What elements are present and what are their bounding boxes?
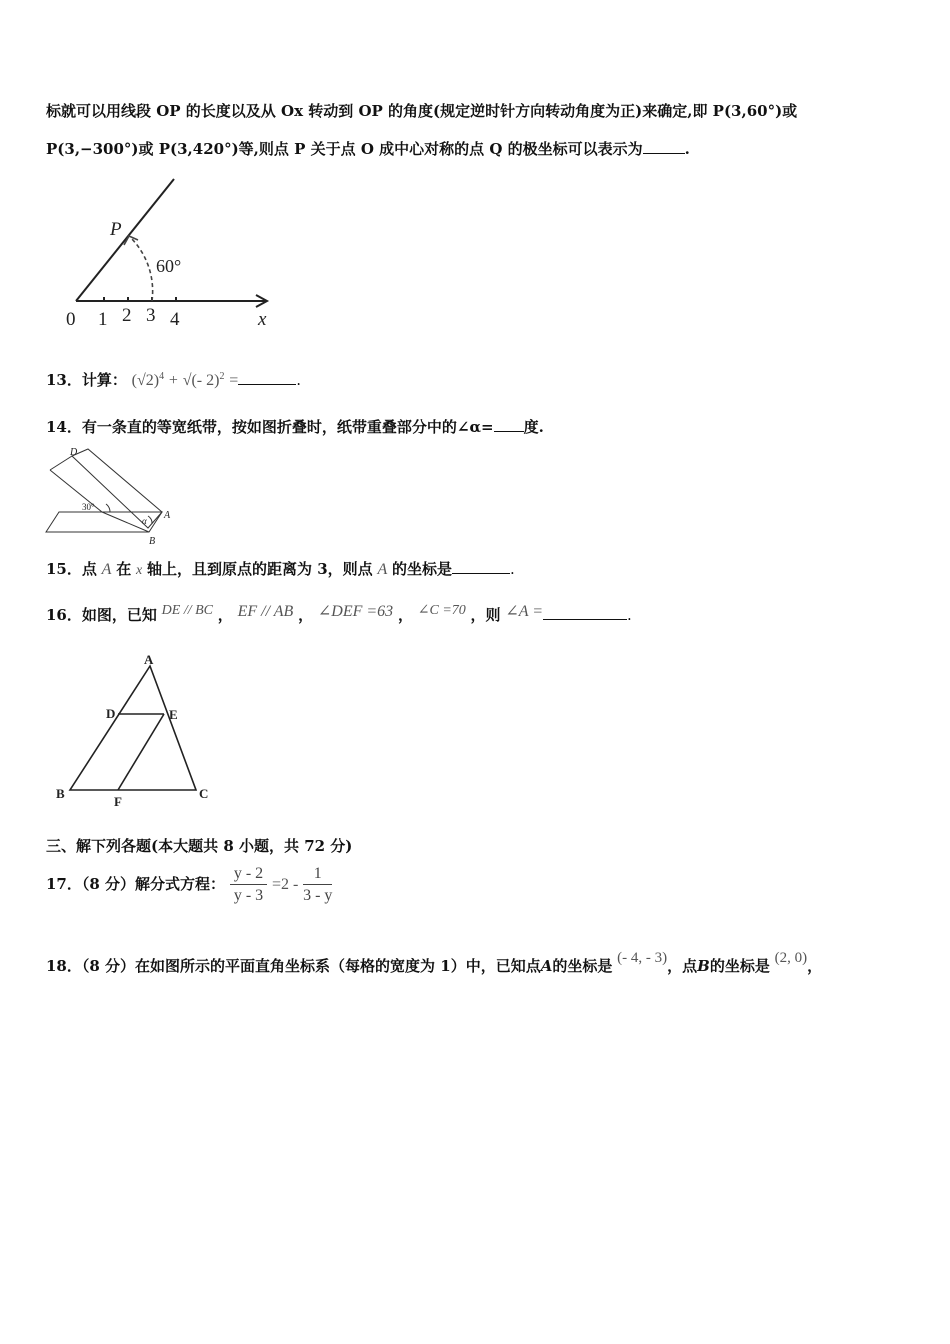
answer-blank-15[interactable] — [452, 559, 510, 574]
question-15 — [46, 559, 515, 581]
q18-coord-a: (- 4, - 3) — [617, 950, 668, 966]
q15-end: . — [510, 560, 515, 578]
intro-line-1: 标就可以用线段 OP 的长度以及从 Ox 转动到 OP 的角度(规定逆时针方向转动角度为正)来确定,即 P(3,60°)或 — [46, 102, 798, 120]
q14-text: 14．有一条直的等宽纸带，按如图折叠时，纸带重叠部分中的∠α= — [46, 418, 494, 436]
triangle-abc — [70, 666, 196, 790]
q13-end: . — [296, 371, 302, 389]
q15-a2: A — [377, 561, 388, 578]
label-f: F — [114, 794, 122, 809]
q17-prefix: 17．（8 分）解分式方程： — [46, 875, 226, 893]
label-x: x — [258, 309, 267, 330]
angle-arc — [130, 237, 153, 301]
q17-num-2: 1 — [303, 864, 332, 885]
q15-mid3: 的坐标是 — [392, 560, 453, 578]
q13-prefix: 13．计算： — [46, 371, 127, 389]
intro-line-2 — [46, 139, 690, 159]
q17-num-1: y - 2 — [230, 864, 267, 885]
question-17 — [46, 858, 332, 911]
q13-plus: + — [168, 372, 178, 389]
q16-cond-1: DE // BC — [161, 603, 213, 618]
q16-then: ，则 — [470, 606, 501, 624]
q16-sep-3: ， — [397, 606, 413, 624]
ray-op — [76, 179, 174, 301]
question-14 — [46, 417, 544, 437]
q16-end: . — [627, 606, 632, 624]
q18-a: A — [540, 957, 553, 975]
label-a: A — [164, 510, 171, 521]
label-c: C — [199, 786, 209, 801]
q15-prefix: 15．点 — [46, 560, 97, 578]
answer-blank-polar[interactable] — [643, 139, 685, 154]
q16-cond-3: ∠DEF =63 — [317, 603, 394, 620]
q18-end: ， — [807, 957, 823, 975]
q15-x: x — [136, 563, 143, 578]
label-d: D — [106, 706, 116, 721]
q13-exp-b: 2 — [219, 371, 225, 382]
paper-strip-figure — [44, 444, 184, 548]
label-60: 60° — [156, 256, 182, 276]
polar-figure — [60, 175, 280, 335]
label-a: A — [144, 652, 154, 667]
answer-blank-16[interactable] — [543, 605, 627, 620]
q15-mid1: 在 — [116, 560, 132, 578]
tick-0: 0 — [66, 309, 76, 330]
q16-cond-4: ∠C =70 — [417, 603, 466, 618]
label-d: D — [70, 447, 78, 458]
tick-3: 3 — [146, 305, 156, 326]
tick-1: 1 — [98, 309, 108, 330]
q13-expr-a: (√2) — [131, 372, 160, 389]
answer-blank-13[interactable] — [238, 370, 296, 385]
q13-exp-a: 4 — [159, 371, 165, 382]
intro-line-2-text: P(3,−300°)或 P(3,420°)等,则点 P 关于点 O 成中心对称的点 Q 的极坐标可以表示为 — [46, 140, 643, 158]
tick-2: 2 — [122, 305, 132, 326]
q16-cond-2: EF // AB — [237, 603, 294, 620]
q16-sep-1: ， — [217, 606, 233, 624]
q18-prefix: 18．（8 分）在如图所示的平面直角坐标系（每格的宽度为 1）中，已知点 — [46, 957, 541, 975]
question-16 — [46, 605, 632, 627]
label-b: B — [56, 786, 65, 801]
q17-mid: =2 - — [271, 876, 299, 893]
intro-line-2-end: . — [684, 140, 690, 158]
q14-end: 度. — [523, 418, 544, 436]
q18-mid2: ，点 — [667, 957, 698, 975]
q13-expr-b: √(- 2) — [182, 372, 220, 389]
q18-b: B — [697, 957, 710, 975]
section-3-title: 三、解下列各题(本大题共 8 小题，共 72 分) — [46, 837, 353, 855]
q15-a: A — [101, 561, 112, 578]
tick-4: 4 — [170, 309, 180, 330]
label-p: P — [110, 219, 122, 240]
label-alpha: α — [142, 516, 147, 526]
segment-ef — [118, 714, 164, 790]
triangle-figure — [52, 652, 222, 812]
question-13 — [46, 367, 301, 391]
question-18 — [46, 950, 823, 977]
q17-den-2: 3 - y — [303, 886, 333, 904]
label-30: 30° — [82, 502, 95, 512]
answer-blank-14[interactable] — [494, 417, 524, 432]
q16-ask: ∠A = — [505, 603, 544, 620]
label-b: B — [149, 536, 156, 547]
q16-sep-2: ， — [298, 606, 314, 624]
label-e: E — [169, 707, 178, 722]
q17-den-1: y - 3 — [233, 886, 264, 904]
q16-prefix: 16．如图，已知 — [46, 606, 157, 624]
q18-coord-b: (2, 0) — [774, 950, 808, 966]
q18-mid1: 的坐标是 — [552, 957, 613, 975]
q13-eq: = — [229, 372, 239, 389]
q17-fraction-1 — [230, 864, 267, 907]
q15-mid2: 轴上，且到原点的距离为 3，则点 — [147, 560, 373, 578]
q18-mid3: 的坐标是 — [709, 957, 770, 975]
q17-fraction-2 — [303, 864, 332, 907]
